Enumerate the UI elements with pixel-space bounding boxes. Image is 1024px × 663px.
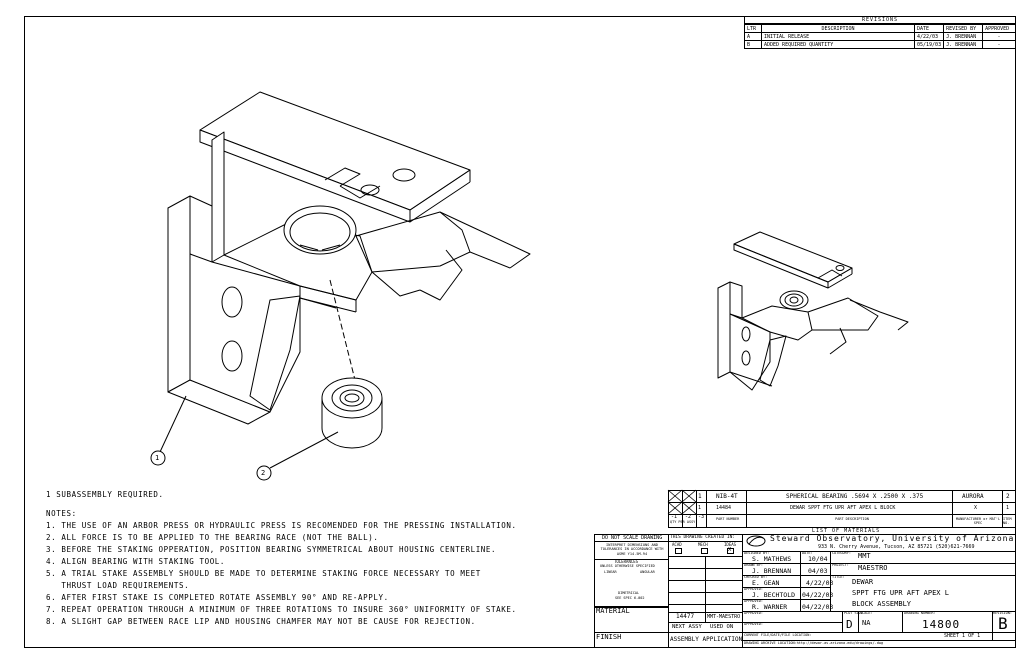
project-label: PROJECT: <box>832 563 849 567</box>
organization-name: Steward Observatory, University of Arizona <box>770 534 1015 543</box>
designed-by: S. MATHEWS <box>752 555 792 563</box>
bom-qty: 1 <box>698 505 702 511</box>
bom-title: LIST OF MATERIALS <box>812 528 881 534</box>
cad-opt-ideas: IDEAS <box>724 542 737 547</box>
revision-label: REVISION: <box>993 611 1012 615</box>
bom-mfr: X <box>974 505 978 511</box>
rev-approved: - <box>983 41 1016 49</box>
drawing-number-label: DRAWING NUMBER: <box>904 611 936 615</box>
bom-part: NIB-4T <box>716 493 738 500</box>
finish-label: FINISH <box>596 633 622 641</box>
rev-hdr-date: DATE <box>915 25 944 33</box>
rev-by: J. BRENNAN <box>944 41 983 49</box>
current-file-location: CURRENT FILE/DATE/FILE LOCATION: <box>744 633 812 637</box>
assembly-application: ASSEMBLY APPLICATION <box>670 636 743 643</box>
approved-date: 04/22/03 <box>802 603 834 611</box>
bom-part: 14484 <box>716 505 732 511</box>
observatory-logo-icon <box>746 535 766 547</box>
revisions-title: REVISIONS <box>744 16 1016 24</box>
title-line: BLOCK ASSEMBLY <box>852 600 912 608</box>
note-item: 6. AFTER FIRST STAKE IS COMPLETED ROTATE ASSEMBLY 90° AND RE-APPLY. <box>46 593 389 602</box>
bom-item: 1 <box>1006 505 1010 511</box>
date-label: DATE: <box>802 551 813 555</box>
used-on-value: MMT-MAESTRO <box>707 614 741 620</box>
rev-hdr-revised: REVISED BY <box>944 25 983 33</box>
note-item: 2. ALL FORCE IS TO BE APPLIED TO THE BEARING RACE (NOT THE BALL). <box>46 533 379 542</box>
balloon-1-label: 1 <box>155 454 160 462</box>
approved-label: APPROVED: <box>744 622 763 626</box>
bom-hdr-qty: QTY PER ASSY <box>670 520 696 524</box>
dimetrical-label: DIMETRICAL <box>618 591 640 595</box>
drawn-by-label: DRAWN BY: <box>744 563 763 567</box>
approved-by: J. BECHTOLD <box>752 591 796 599</box>
revision: B <box>998 614 1008 633</box>
approved-by: R. WARNER <box>752 603 788 611</box>
project: MAESTRO <box>858 564 888 572</box>
title-line: DEWAR <box>852 578 874 586</box>
dash-num: -2 <box>685 514 692 520</box>
used-on-label: USED ON <box>710 624 734 630</box>
next-assy-value: 14477 <box>676 613 695 620</box>
drawing-number: 14800 <box>922 618 961 631</box>
title-label: TITLE: <box>832 575 845 579</box>
sheet-number: SHEET 1 OF 1 <box>944 633 981 639</box>
note-item: 1. THE USE OF AN ARBOR PRESS OR HYDRAULIC PRESS IS RECOMENDED FOR THE PRESSING INSTALLATION. <box>46 521 517 530</box>
organization-address: 933 N. Cherry Avenue, Tucson, AZ 85721 (520)621-7669 <box>818 544 975 550</box>
plot-size-label: PLOT SIZE <box>844 611 863 615</box>
cad-opt-mech: MECH <box>698 542 708 547</box>
bom-hdr-desc: PART DESCRIPTION <box>835 517 869 521</box>
dash-num: -3 <box>698 514 705 520</box>
see-spec-label: SEE SPEC 6-002 <box>615 596 645 600</box>
designed-date: 10/04 <box>808 555 828 563</box>
rev-ltr: A <box>745 33 762 41</box>
rev-hdr-desc: DESCRIPTION <box>762 25 915 33</box>
designed-by-label: DESIGNED BY: <box>744 551 770 555</box>
cad-opt-acad: ACAD <box>672 542 682 547</box>
rev-date: 4/22/03 <box>915 33 944 41</box>
rev-desc: ADDED REQUIRED QUANTITY <box>762 41 915 49</box>
note-item: 8. A SLIGHT GAP BETWEEN RACE LIP AND HOUSING CHAMFER MAY NOT BE CAUSE FOR REJECTION. <box>46 617 476 626</box>
bom-desc: DEWAR SPPT FTG UPR AFT APEX L BLOCK <box>790 505 896 511</box>
archive-location: DRAWING ARCHIVE LOCATION:http://dewar.as.arizona.edu/drawings/.dwg <box>744 641 884 645</box>
note-item: THRUST LOAD REQUIREMENTS. <box>46 581 190 590</box>
dash-num: -1 <box>671 514 678 520</box>
plot-size: D <box>846 618 854 631</box>
approved-label: APPROVED: <box>744 611 763 615</box>
subassembly-note: 1 SUBASSEMBLY REQUIRED. <box>46 490 164 499</box>
created-in-label: THIS DRAWING CREATED IN: <box>670 535 736 540</box>
bom-hdr-mfr: MANUFACTURER or MAT'L SPEC <box>955 517 1001 525</box>
scale: NA <box>862 619 871 627</box>
rev-hdr-ltr: LTR <box>745 25 762 33</box>
checked-by: E. GEAN <box>752 579 780 587</box>
rev-by: J. BRENNAN <box>944 33 983 41</box>
checked-date: 4/22/03 <box>806 579 834 587</box>
rev-ltr: B <box>745 41 762 49</box>
checked-by-label: CHECKED BY: <box>744 575 768 579</box>
bom-hdr-item: ITEM NO. <box>1003 517 1012 525</box>
cad-checkbox-acad <box>675 548 682 554</box>
scale-label: SCALE: <box>860 611 873 615</box>
rev-hdr-approved: APPROVED <box>983 25 1016 33</box>
rev-approved: - <box>983 33 1016 41</box>
rev-date: 05/19/03 <box>915 41 944 49</box>
balloon-2-label: 2 <box>261 469 266 477</box>
drawn-date: 04/03 <box>808 567 828 575</box>
approved-label: APPROVED: <box>744 587 763 591</box>
bom-qty: 1 <box>698 493 702 500</box>
bom-desc: SPHERICAL BEARING .5694 X .2500 X .375 <box>786 493 924 500</box>
tolerances-label: TOLERANCES <box>614 559 639 564</box>
bom-item: 2 <box>1006 493 1010 500</box>
approved-date: 04/22/03 <box>802 591 834 599</box>
interpret-note: INTERPRET DIMENSIONS AND TOLERANCES IN ACCORDANCE WITH ASME Y14.5M-94 <box>600 543 664 556</box>
title-line: SPPT FTG UPR AFT APEX L <box>852 589 949 597</box>
note-item: 5. A TRIAL STAKE ASSEMBLY SHOULD BE MADE TO DETERMINE STAKING FORCE NECESSARY TO MEET <box>46 569 481 578</box>
next-assy-label: NEXT ASSY <box>672 624 702 630</box>
approved-label: APPROVED: <box>744 599 763 603</box>
linear-label: LINEAR <box>604 570 617 574</box>
note-item: 7. REPEAT OPERATION THROUGH A MINIMUM OF THREE ROTATIONS TO INSURE 360° UNIFORMITY OF STAKE. <box>46 605 517 614</box>
notes-heading: NOTES: <box>46 509 77 518</box>
drawn-by: J. BRENNAN <box>752 567 792 575</box>
category-label: CATEGORY: <box>832 551 851 555</box>
note-item: 4. ALIGN BEARING WITH STAKING TOOL. <box>46 557 226 566</box>
unless-label: UNLESS OTHERWISE SPECIFIED <box>600 564 655 568</box>
do-not-scale: DO NOT SCALE DRAWING <box>602 535 663 541</box>
note-item: 3. BEFORE THE STAKING OPPERATION, POSITION BEARING SYMMETRICAL ABOUT HOUSING CENTERLINE. <box>46 545 497 554</box>
bom-hdr-part: PART NUMBER <box>716 517 740 521</box>
bom-mfr: AURORA <box>962 493 984 500</box>
rev-desc: INITIAL RELEASE <box>762 33 915 41</box>
angular-label: ANGULAR <box>640 570 655 574</box>
category: MMT <box>858 552 871 560</box>
cad-checkbox-mech <box>701 548 708 554</box>
cad-mark: X <box>728 547 732 553</box>
material-label: MATERIAL <box>596 607 630 615</box>
